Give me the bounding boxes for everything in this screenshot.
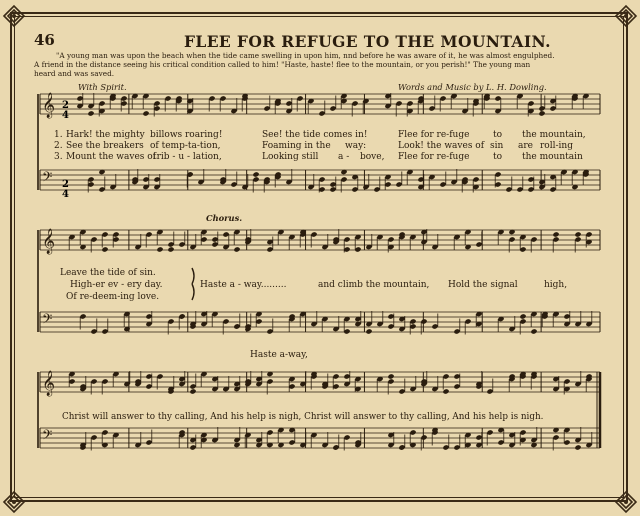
lyric: bove, xyxy=(360,152,385,162)
composer-credit: Words and Music by L. H. Dowling. xyxy=(398,82,547,92)
lyric: Of re-deem-ing love. xyxy=(66,292,160,302)
lyric: to xyxy=(493,130,503,140)
lyric: billows roaring! xyxy=(150,130,223,140)
lyric: High-er ev - ery day. xyxy=(70,280,163,290)
lyric: the mountain xyxy=(522,152,583,162)
treble-clef: 𝄞 xyxy=(42,229,56,254)
lyric: high, xyxy=(544,280,568,290)
bass-clef: 𝄢 xyxy=(42,169,53,188)
bass-clef: 𝄢 xyxy=(42,311,53,330)
time-signature-top: 2 xyxy=(62,100,69,111)
lyric: of temp-ta-tion, xyxy=(150,141,221,151)
lyric: roll-ing xyxy=(540,141,573,151)
lyric: sin xyxy=(490,141,504,151)
verse-number: 2. xyxy=(54,141,63,151)
hymn-title: FLEE FOR REFUGE TO THE MOUNTAIN. xyxy=(184,32,551,51)
headnote-line: heard and was saved. xyxy=(34,69,115,78)
treble-clef: 𝄞 xyxy=(42,371,56,396)
treble-clef: 𝄞 xyxy=(42,93,56,118)
headnote-line: A friend in the distance seeing his critical condition called to him! "Haste, haste! flee to the mountain, or you perish!" The young man xyxy=(34,60,531,69)
time-signature-bottom: 4 xyxy=(62,189,69,200)
lyric: Look! the waves of xyxy=(398,141,485,151)
lyric: See! the tide comes in! xyxy=(262,130,368,140)
lyric: Haste a-way, xyxy=(250,350,308,360)
lyric: and climb the mountain, xyxy=(318,280,430,290)
verse-number: 1. xyxy=(54,130,63,140)
page-number: 46 xyxy=(34,31,55,49)
lyric: Leave the tide of sin. xyxy=(60,268,156,278)
bass-clef: 𝄢 xyxy=(42,427,53,446)
lyric: Haste a - way......... xyxy=(200,280,287,290)
lyric: trib - u - lation, xyxy=(153,152,222,162)
time-signature-bottom: 4 xyxy=(62,110,69,121)
tempo-marking: With Spirit. xyxy=(78,82,127,92)
lyric: are xyxy=(518,141,533,151)
headnote-line: "A young man was upon the beach when the tide came swelling in upon him, nnd before he was aware of it, he was almost engulphed. xyxy=(56,51,555,60)
lyric: Flee for re-fuge xyxy=(398,130,470,140)
lyric: Flee for re-fuge xyxy=(398,152,470,162)
verse-brace xyxy=(192,268,194,300)
time-signature-top: 2 xyxy=(62,179,69,190)
lyric: Foaming in the xyxy=(262,141,331,151)
lyric: a - xyxy=(338,152,350,162)
lyric: way: xyxy=(345,141,367,151)
chorus-label: Chorus. xyxy=(206,213,243,223)
lyric: to xyxy=(493,152,503,162)
lyric: Hark! the mighty xyxy=(66,130,145,140)
lyric: the mountain, xyxy=(522,130,586,140)
lyric: Hold the signal xyxy=(448,280,518,290)
lyric: Mount the waves of xyxy=(66,152,157,162)
lyric: Christ will answer to thy calling, And his help is nigh, Christ will answer to thy calling, And his help is nigh. xyxy=(62,412,544,422)
lyric: Looking still xyxy=(262,152,319,162)
verse-number: 3. xyxy=(54,152,63,162)
lyric: See the breakers xyxy=(66,141,144,151)
